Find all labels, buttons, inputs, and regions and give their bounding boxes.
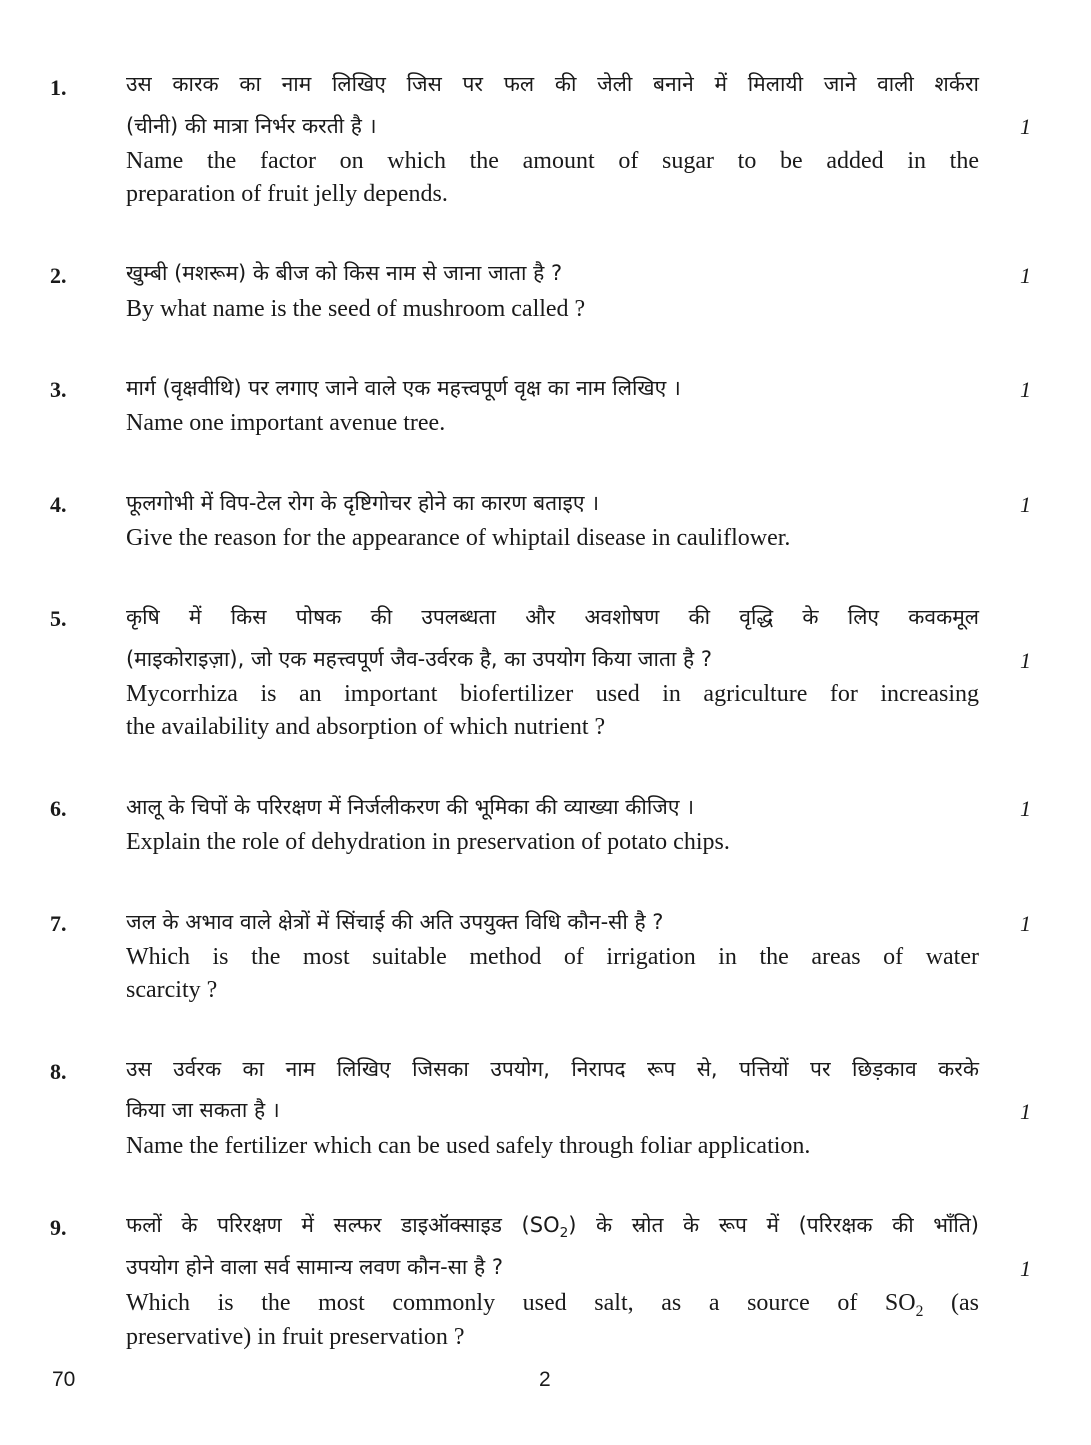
paper-code: 70 [52, 1368, 76, 1391]
question-english-line: Which is the most suitable method of irrigation in the areas of water [126, 944, 979, 970]
question-marks: 1 [1020, 796, 1031, 821]
question-hindi-line [126, 1211, 979, 1241]
question-english-line: Mycorrhiza is an important biofertilizer used in agriculture for increasing [126, 681, 979, 707]
text-segment: फलों के परिरक्षण में सल्फर डाइऑक्साइड (SO [126, 1213, 560, 1237]
question-english-line: Name one important avenue tree. [126, 410, 446, 436]
question-marks: 1 [1020, 911, 1031, 936]
question-english-line: Explain the role of dehydration in preservation of potato chips. [126, 829, 730, 855]
question-number: 8. [50, 1059, 67, 1084]
question-hindi-line: आलू के चिपों के परिरक्षण में निर्जलीकरण की भूमिका की व्याख्या कीजिए । [126, 795, 695, 819]
question-hindi-line: उस उर्वरक का नाम लिखिए जिसका उपयोग, निरापद रूप से, पत्तियों पर छिड़काव करके [126, 1057, 979, 1081]
question-hindi-line: उपयोग होने वाला सर्व सामान्य लवण कौन-सा है ? [126, 1255, 504, 1279]
question-hindi-line: (माइकोराइज़ा), जो एक महत्त्वपूर्ण जैव-उर्वरक है, का उपयोग किया जाता है ? [126, 647, 713, 671]
question-number: 4. [50, 492, 67, 517]
question-english-line: the availability and absorption of which nutrient ? [126, 714, 606, 740]
question-number: 7. [50, 911, 67, 936]
subscript: 2 [559, 1225, 569, 1242]
question-hindi-line: (चीनी) की मात्रा निर्भर करती है । [126, 114, 377, 138]
question-hindi-line: उस कारक का नाम लिखिए जिस पर फल की जेली बनाने में मिलायी जाने वाली शर्करा [126, 72, 979, 96]
question-marks: 1 [1020, 492, 1031, 517]
subscript: 2 [915, 1302, 924, 1320]
question-number: 5. [50, 606, 67, 631]
question-english-line: preservative) in fruit preservation ? [126, 1324, 465, 1350]
question-number: 2. [50, 263, 67, 288]
question-number: 6. [50, 796, 67, 821]
question-english-line: scarcity ? [126, 977, 218, 1003]
question-marks: 1 [1020, 648, 1031, 673]
question-number: 1. [50, 75, 67, 100]
question-marks: 1 [1020, 1256, 1031, 1281]
question-hindi-line: खुम्बी (मशरूम) के बीज को किस नाम से जाना जाता है ? [126, 261, 563, 285]
question-marks: 1 [1020, 114, 1031, 139]
question-marks: 1 [1020, 1099, 1031, 1124]
question-hindi-line: फूलगोभी में विप-टेल रोग के दृष्टिगोचर होने का कारण बताइए । [126, 491, 600, 515]
question-english-line: Name the fertilizer which can be used safely through foliar application. [126, 1133, 811, 1159]
question-hindi-line: किया जा सकता है । [126, 1098, 280, 1122]
question-english-line: preparation of fruit jelly depends. [126, 181, 448, 207]
text-segment: ) के स्रोत के रूप में (परिरक्षक की भाँति) [568, 1213, 979, 1237]
question-hindi-line: जल के अभाव वाले क्षेत्रों में सिंचाई की अति उपयुक्त विधि कौन-सी है ? [126, 910, 664, 934]
text-segment: (as [923, 1290, 979, 1316]
question-marks: 1 [1020, 263, 1031, 288]
page-number: 2 [539, 1368, 551, 1391]
question-number: 3. [50, 377, 67, 402]
question-hindi-line: कृषि में किस पोषक की उपलब्धता और अवशोषण की वृद्धि के लिए कवकमूल [126, 605, 979, 629]
text-segment: Which is the most commonly used salt, as a source of SO [126, 1290, 916, 1316]
question-english-line [126, 1290, 979, 1321]
question-marks: 1 [1020, 377, 1031, 402]
question-english-line: Give the reason for the appearance of whiptail disease in cauliflower. [126, 525, 791, 551]
question-hindi-line: मार्ग (वृक्षवीथि) पर लगाए जाने वाले एक महत्त्वपूर्ण वृक्ष का नाम लिखिए । [126, 376, 681, 400]
question-english-line: Name the factor on which the amount of sugar to be added in the [126, 148, 979, 174]
question-number: 9. [50, 1215, 67, 1240]
question-english-line: By what name is the seed of mushroom called ? [126, 296, 586, 322]
